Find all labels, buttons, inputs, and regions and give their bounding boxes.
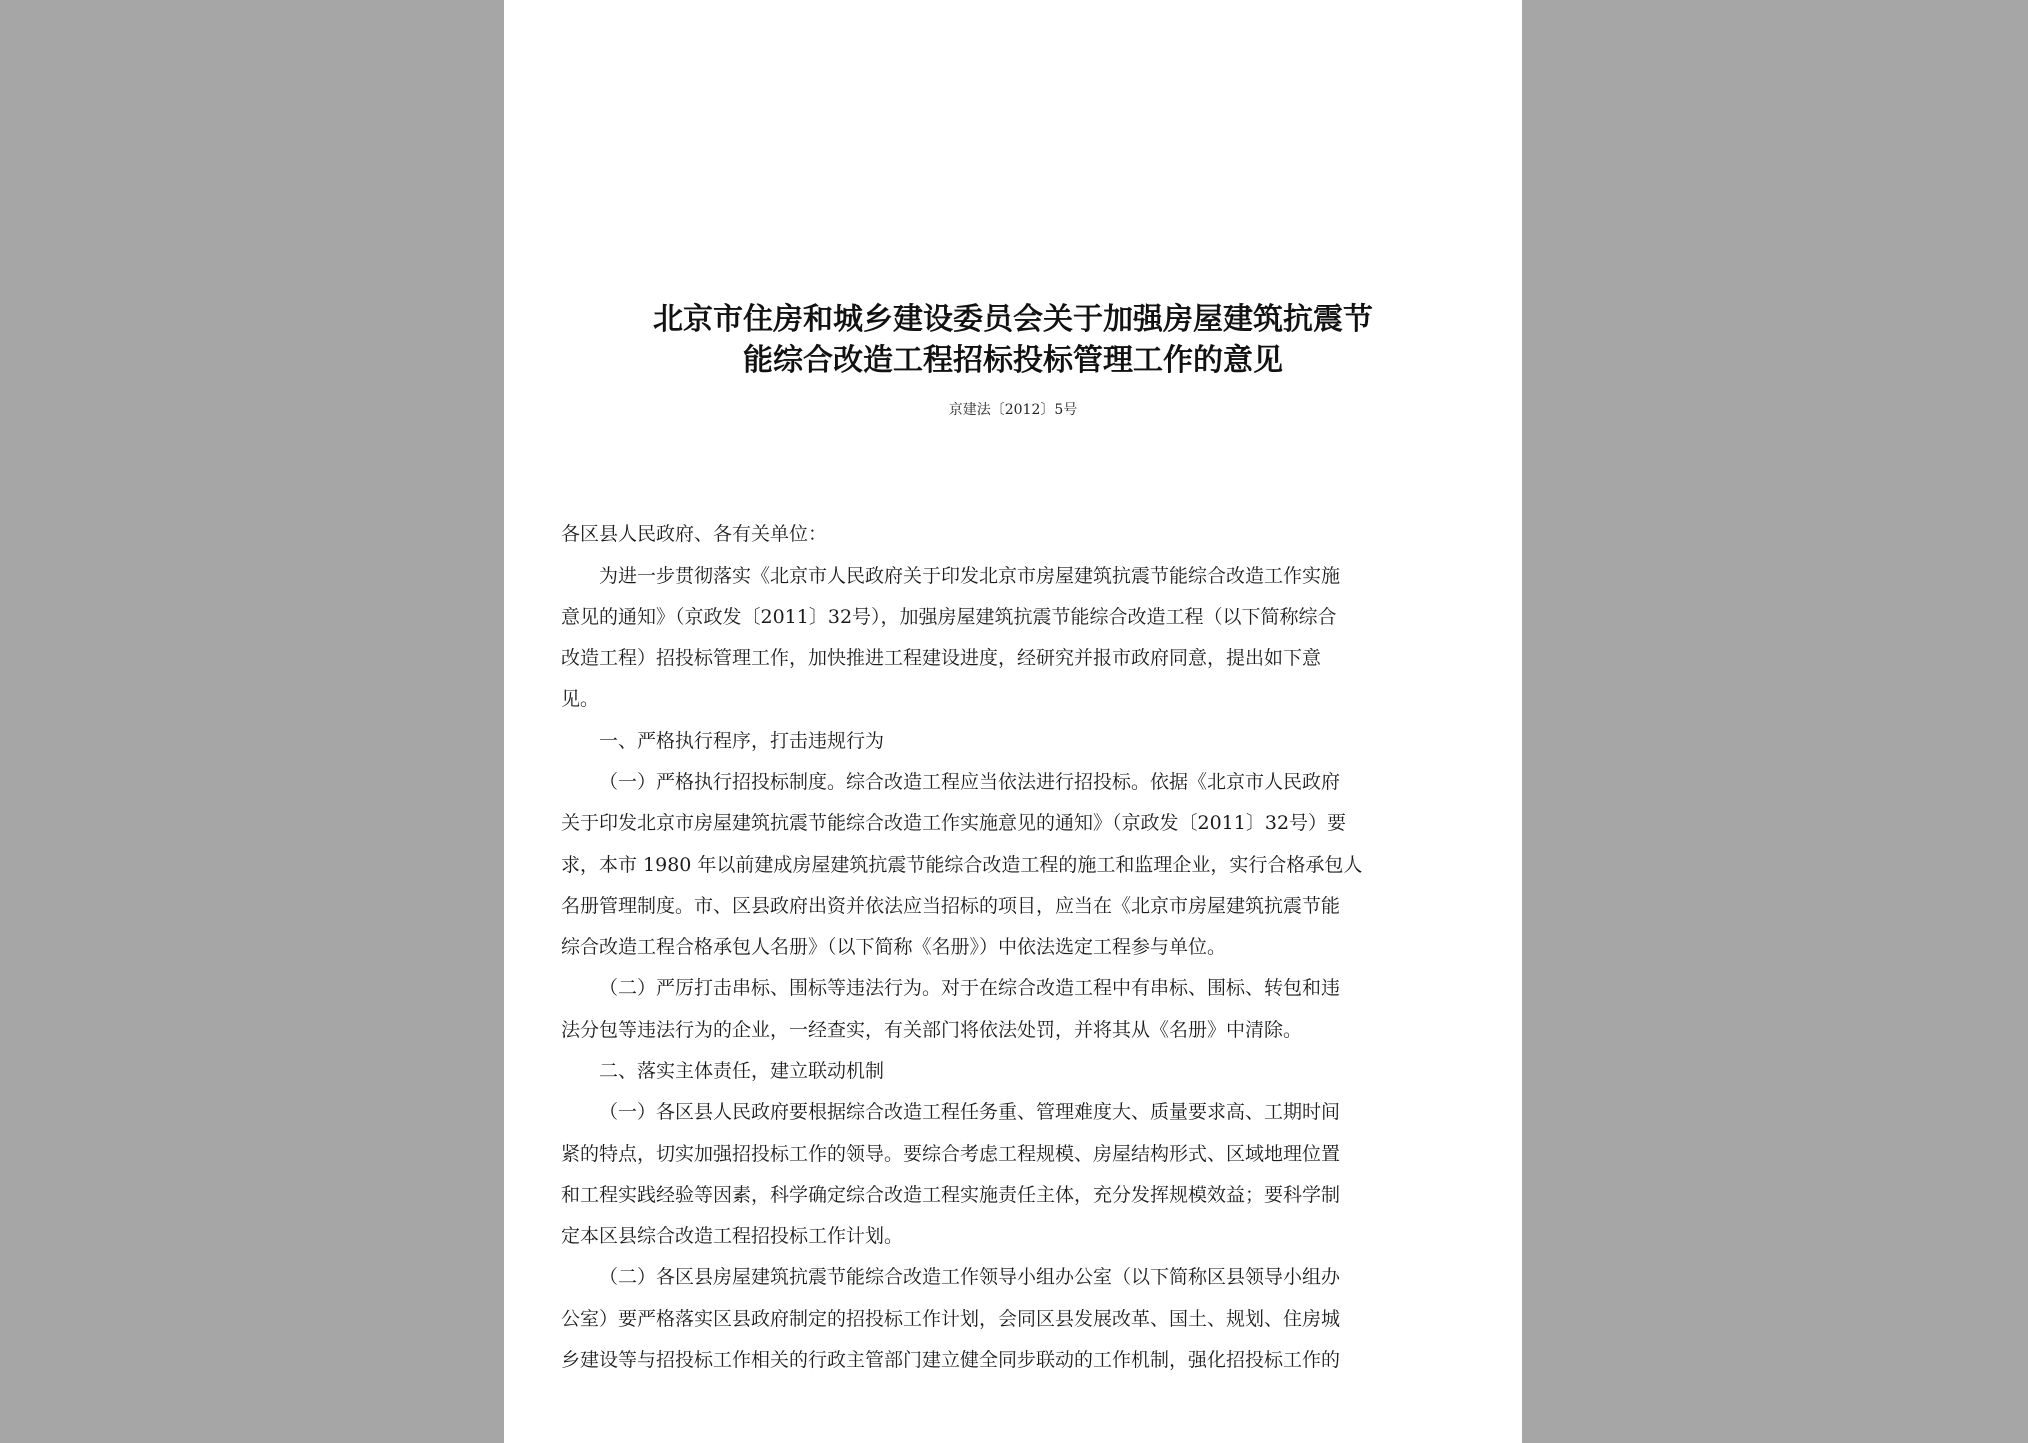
section-heading: 一、严格执行程序，打击违规行为 — [599, 730, 885, 752]
body-line: （二）严厉打击串标、围标等违法行为。对于在综合改造工程中有串标、围标、转包和违 — [599, 977, 1341, 999]
body-line: （二）各区县房屋建筑抗震节能综合改造工作领导小组办公室（以下简称区县领导小组办 — [599, 1266, 1341, 1288]
addressee: 各区县人民政府、各有关单位： — [561, 523, 828, 545]
body-line: 和工程实践经验等因素，科学确定综合改造工程实施责任主体，充分发挥规模效益；要科学制 — [561, 1184, 1341, 1206]
body-line: 名册管理制度。市、区县政府出资并依法应当招标的项目，应当在《北京市房屋建筑抗震节能 — [561, 895, 1341, 917]
body-line: 乡建设等与招投标工作相关的行政主管部门建立健全同步联动的工作机制，强化招投标工作的 — [561, 1349, 1341, 1371]
body-line: 关于印发北京市房屋建筑抗震节能综合改造工作实施意见的通知》（京政发〔2011〕32号）要 — [561, 812, 1347, 834]
body-line: 见。 — [561, 688, 600, 710]
body-line: 综合改造工程合格承包人名册》（以下简称《名册》）中依法选定工程参与单位。 — [561, 936, 1227, 958]
body-line: 法分包等违法行为的企业，一经查实，有关部门将依法处罚，并将其从《名册》中清除。 — [561, 1019, 1303, 1041]
body-line: 紧的特点，切实加强招投标工作的领导。要综合考虑工程规模、房屋结构形式、区域地理位置 — [561, 1143, 1341, 1165]
body-line: （一）各区县人民政府要根据综合改造工程任务重、管理难度大、质量要求高、工期时间 — [599, 1101, 1341, 1123]
section-heading: 二、落实主体责任，建立联动机制 — [599, 1060, 885, 1082]
body-line: 改造工程）招投标管理工作，加快推进工程建设进度，经研究并报市政府同意，提出如下意 — [561, 647, 1322, 669]
body-line: 为进一步贯彻落实《北京市人民政府关于印发北京市房屋建筑抗震节能综合改造工作实施 — [599, 565, 1341, 587]
body-line: （一）严格执行招投标制度。综合改造工程应当依法进行招投标。依据《北京市人民政府 — [599, 771, 1341, 793]
document-title-line-2: 能综合改造工程招标投标管理工作的意见 — [743, 343, 1283, 378]
body-line: 意见的通知》（京政发〔2011〕32号），加强房屋建筑抗震节能综合改造工程（以下简称综合 — [561, 606, 1337, 628]
body-line: 公室）要严格落实区县政府制定的招投标工作计划，会同区县发展改革、国土、规划、住房城 — [561, 1308, 1341, 1330]
body-line: 定本区县综合改造工程招投标工作计划。 — [561, 1225, 904, 1247]
document-number: 京建法〔2012〕5号 — [948, 402, 1078, 418]
body-line: 求，本市 1980 年以前建成房屋建筑抗震节能综合改造工程的施工和监理企业，实行合格承包人 — [561, 854, 1363, 876]
document-page — [504, 0, 1522, 1443]
document-title-line-1: 北京市住房和城乡建设委员会关于加强房屋建筑抗震节 — [653, 302, 1373, 337]
